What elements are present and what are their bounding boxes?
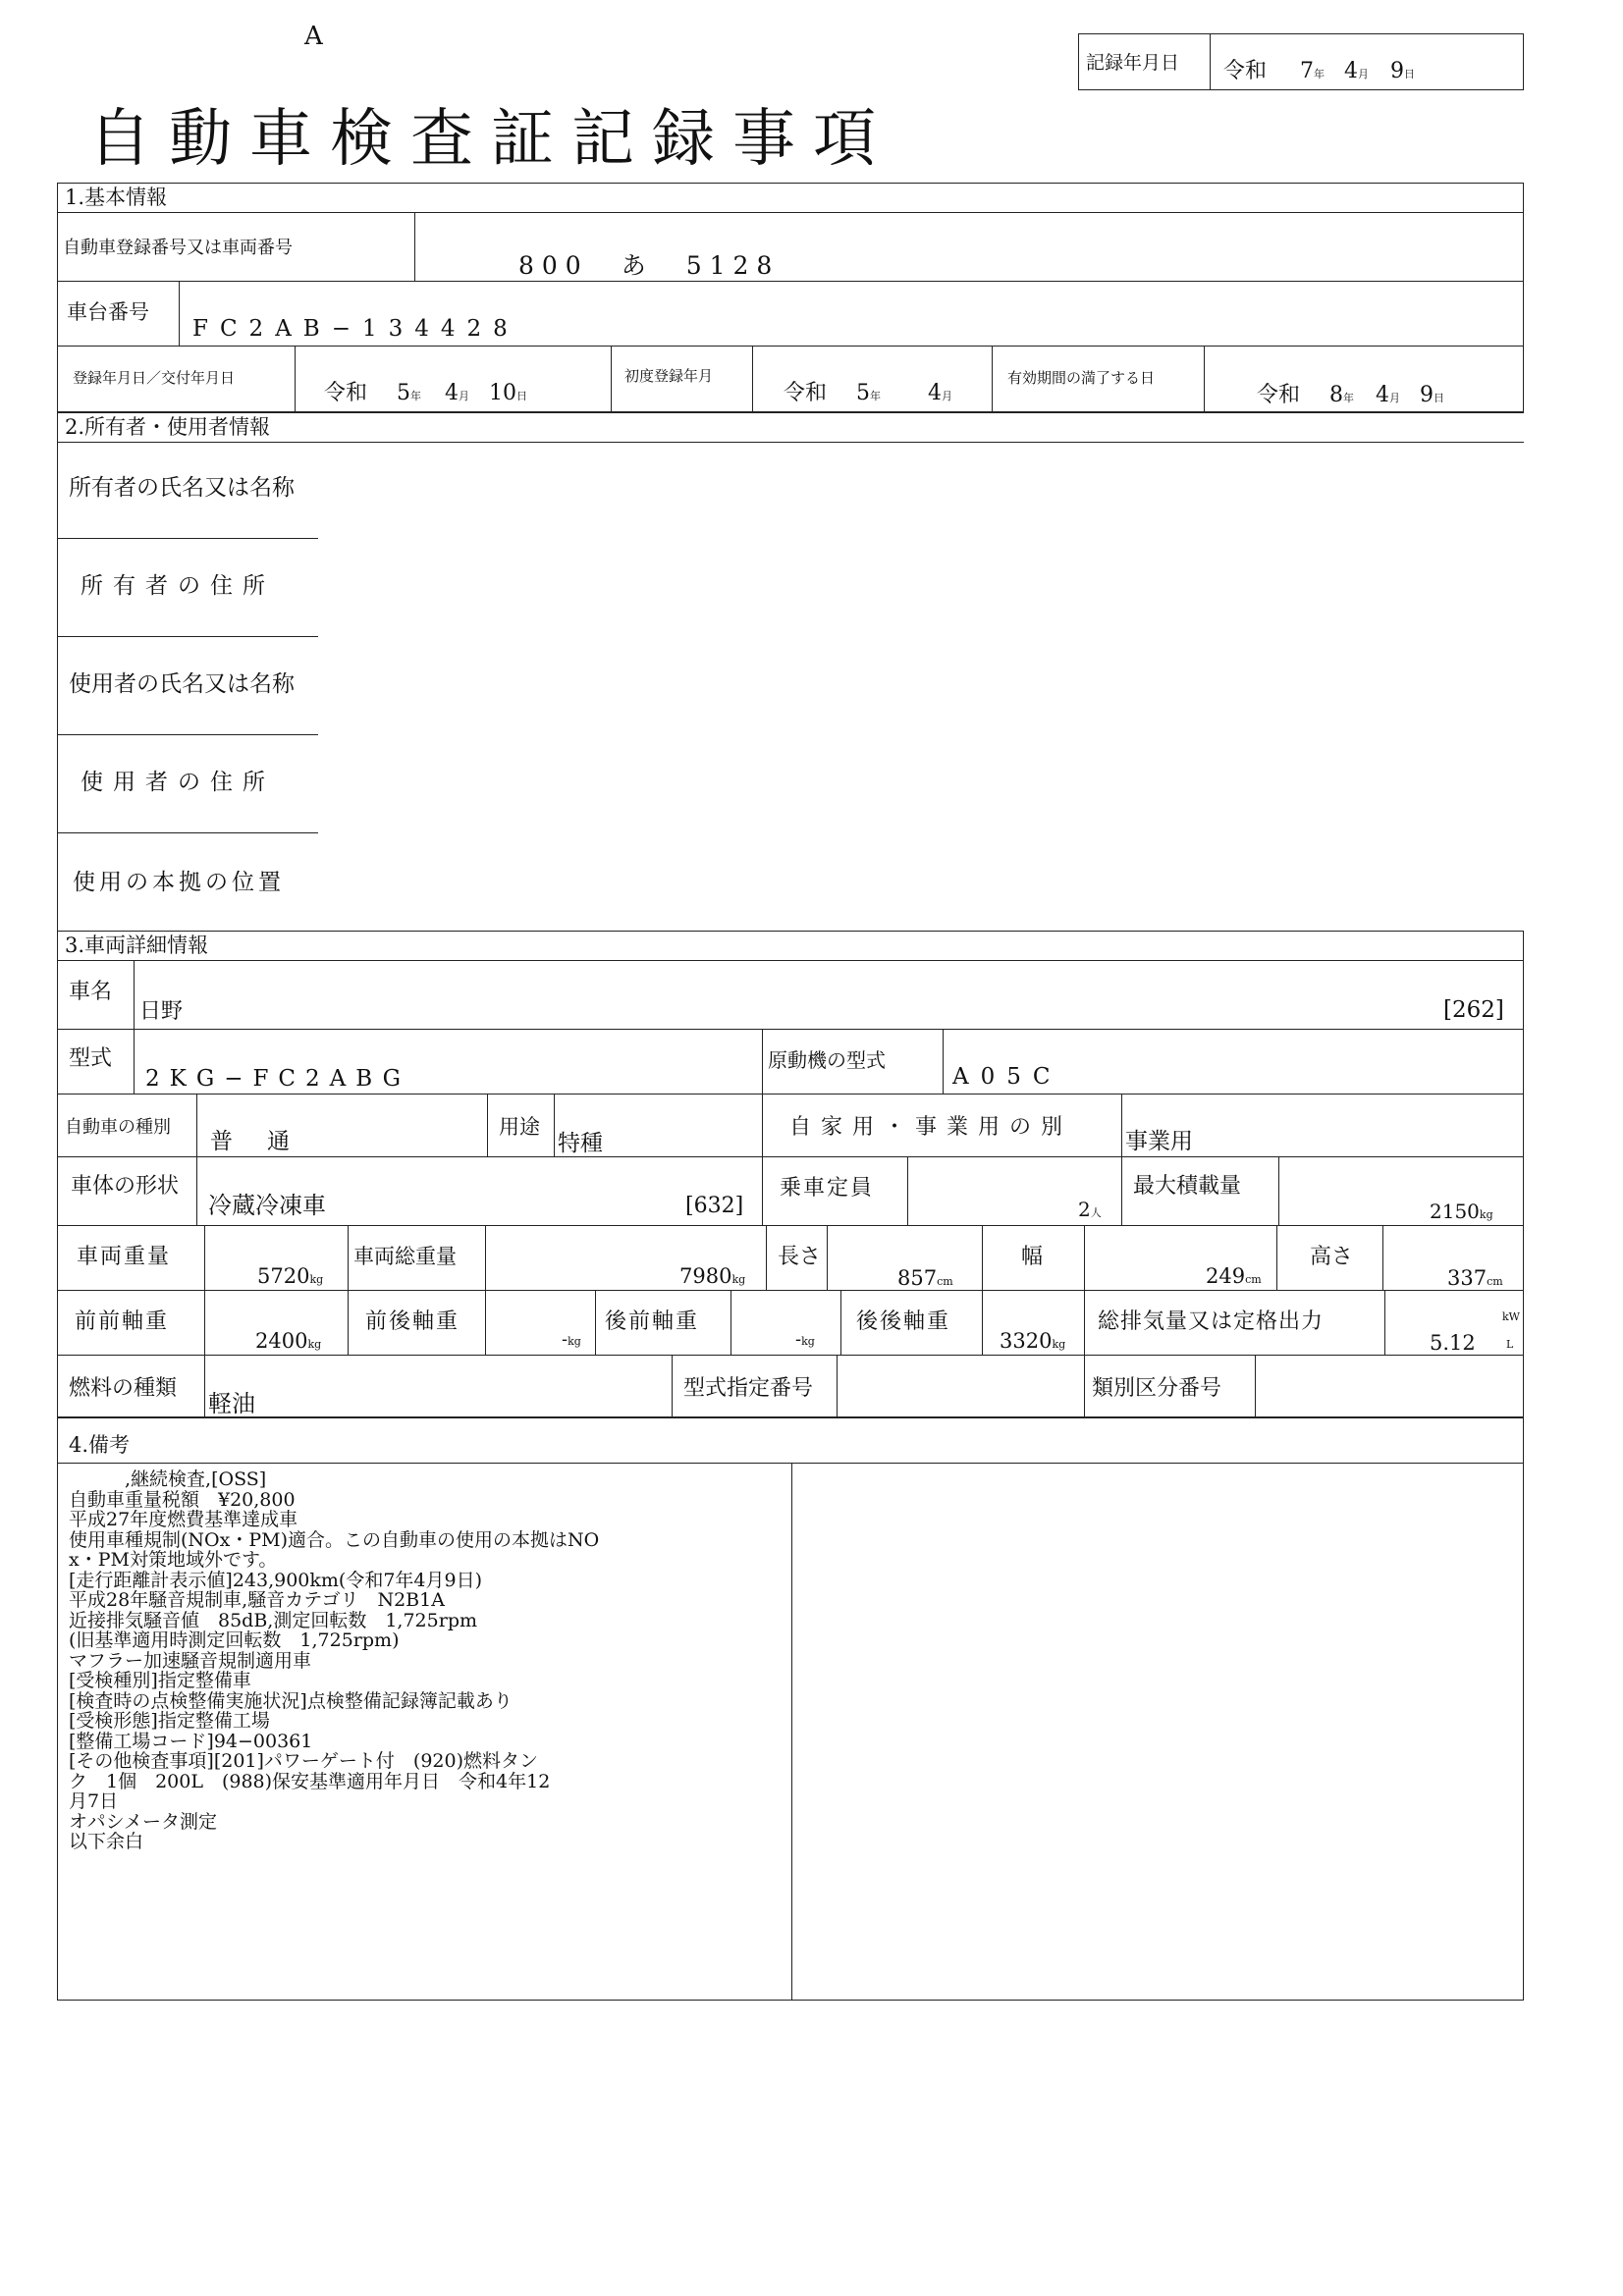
width-label: 幅: [1021, 1245, 1044, 1269]
fr-axle-label: 前後軸重: [365, 1309, 460, 1334]
chassis-label: 車台番号: [67, 300, 149, 324]
remarks-line: マフラー加速騒音規制適用車: [69, 1649, 312, 1672]
purpose-label: 用途: [499, 1115, 540, 1139]
remarks-line: ,継続検査,[OSS]: [69, 1468, 267, 1490]
body-shape-label: 車体の形状: [71, 1174, 180, 1199]
ff-axle-label: 前前軸重: [75, 1309, 170, 1334]
remarks-line: 平成27年度燃費基準達成車: [69, 1509, 298, 1530]
model-label: 型式: [69, 1046, 113, 1071]
reg-date-value: 令和 5年 4月 10日: [324, 381, 528, 405]
owner-address-label: 所有者の住所: [81, 573, 275, 599]
capacity-value: 2人: [1078, 1198, 1102, 1221]
purpose-value: 特種: [558, 1131, 603, 1156]
displacement-label: 総排気量又は定格出力: [1098, 1309, 1325, 1334]
document-mark: A: [304, 22, 323, 51]
rr-axle-label: 後後軸重: [856, 1309, 951, 1334]
vehicle-class-value: 普 通: [210, 1129, 296, 1154]
remarks-line: 平成28年騒音規制車,騒音カテゴリ N2B1A: [69, 1589, 445, 1611]
private-business-label: 自家用・事業用の別: [789, 1115, 1073, 1140]
capacity-label: 乗車定員: [780, 1176, 875, 1201]
remarks-line: [受検種別]指定整備車: [69, 1670, 251, 1691]
displacement-unit-l: L: [1506, 1338, 1514, 1351]
length-label: 長さ: [778, 1245, 822, 1269]
displacement-unit-kw: kW: [1502, 1310, 1520, 1323]
section1-heading: 1.基本情報: [65, 186, 168, 209]
remarks-line: 自動車重量税額 ¥20,800: [69, 1488, 296, 1511]
base-location-label: 使用の本拠の位置: [73, 870, 285, 895]
remarks-line: [走行距離計表示値]243,900km(令和7年4月9日): [69, 1569, 483, 1591]
max-load-label: 最大積載量: [1133, 1174, 1242, 1199]
height-label: 高さ: [1310, 1245, 1354, 1269]
weight-label: 車両重量: [77, 1245, 172, 1269]
engine-value: A05C: [952, 1064, 1062, 1090]
remarks-text: [69, 1469, 785, 1852]
gross-weight-label: 車両総重量: [353, 1245, 457, 1268]
ff-axle-value: 2400kg: [255, 1329, 322, 1353]
first-reg-label: 初度登録年月: [624, 367, 714, 385]
model-value: 2KG−FC2ABG: [145, 1066, 410, 1092]
category-label: 類別区分番号: [1092, 1376, 1222, 1401]
section1-box: [57, 183, 1524, 412]
expiry-label: 有効期間の満了する日: [1007, 369, 1156, 387]
make-label: 車名: [69, 980, 113, 1004]
displacement-value: 5.12: [1430, 1331, 1476, 1355]
rr-axle-value: 3320kg: [1000, 1329, 1066, 1353]
reg-number-label: 自動車登録番号又は車両番号: [63, 238, 293, 258]
body-shape-value: 冷蔵冷凍車: [208, 1192, 326, 1219]
remarks-line: 使用車種規制(NOx・PM)適合。この自動車の使用の本拠はNO: [69, 1528, 600, 1551]
gross-weight-value: 7980kg: [679, 1264, 746, 1288]
remarks-line: x・PM対策地域外です。: [69, 1549, 278, 1571]
weight-value: 5720kg: [257, 1264, 324, 1288]
expiry-value: 令和 8年 4月 9日: [1257, 383, 1445, 407]
engine-label: 原動機の型式: [768, 1048, 886, 1072]
remarks-line: ク 1個 200L (988)保安基準適用年月日 令和4年12: [69, 1770, 551, 1792]
remarks-line: [整備工場コード]94−00361: [69, 1730, 313, 1752]
height-value: 337cm: [1447, 1266, 1503, 1290]
max-load-value: 2150kg: [1430, 1200, 1493, 1223]
chassis-value: FC2AB−134428: [192, 316, 519, 342]
reg-date-label: 登録年月日／交付年月日: [73, 369, 236, 387]
owner-name-label: 所有者の氏名又は名称: [69, 475, 295, 501]
vehicle-class-label: 自動車の種別: [65, 1117, 171, 1138]
make-value: 日野: [139, 999, 184, 1024]
remarks-line: [受検形態]指定整備工場: [69, 1710, 270, 1732]
fuel-value: 軽油: [208, 1390, 255, 1417]
width-value: 249cm: [1206, 1264, 1262, 1288]
first-reg-value: 令和 5年 4月: [784, 381, 953, 405]
make-code: [262]: [1443, 997, 1504, 1023]
remarks-line: 以下余白: [69, 1831, 144, 1852]
record-date-value: 令和 7年 4月 9日: [1223, 59, 1416, 83]
remarks-line: [検査時の点検整備実施状況]点検整備記録簿記載あり: [69, 1689, 513, 1712]
remarks-line: (旧基準適用時測定回転数 1,725rpm): [69, 1629, 400, 1651]
fuel-label: 燃料の種類: [69, 1376, 178, 1401]
section2-heading: 2.所有者・使用者情報: [65, 415, 271, 439]
remarks-line: [その他検査事項][201]パワーゲート付 (920)燃料タン: [69, 1750, 539, 1772]
reg-number-value: 800 あ 5128: [518, 251, 781, 280]
type-designation-label: 型式指定番号: [683, 1376, 814, 1401]
length-value: 857cm: [897, 1266, 953, 1290]
remarks-line: オパシメータ測定: [69, 1810, 218, 1833]
rf-axle-label: 後前軸重: [605, 1309, 700, 1334]
remarks-line: 月7日: [69, 1790, 119, 1812]
body-shape-code: [632]: [685, 1194, 744, 1218]
user-address-label: 使用者の住所: [81, 770, 275, 795]
fr-axle-value: -kg: [562, 1329, 581, 1350]
page-title: 自動車検査証記録事項: [88, 103, 893, 176]
remarks-line: 近接排気騒音値 85dB,測定回転数 1,725rpm: [69, 1609, 477, 1631]
rf-axle-value: -kg: [795, 1329, 815, 1350]
section3-heading: 3.車両詳細情報: [65, 934, 209, 957]
section4-heading: 4.備考: [69, 1433, 131, 1457]
record-date-label: 記録年月日: [1086, 52, 1180, 74]
user-name-label: 使用者の氏名又は名称: [69, 671, 295, 697]
private-business-value: 事業用: [1125, 1129, 1193, 1154]
